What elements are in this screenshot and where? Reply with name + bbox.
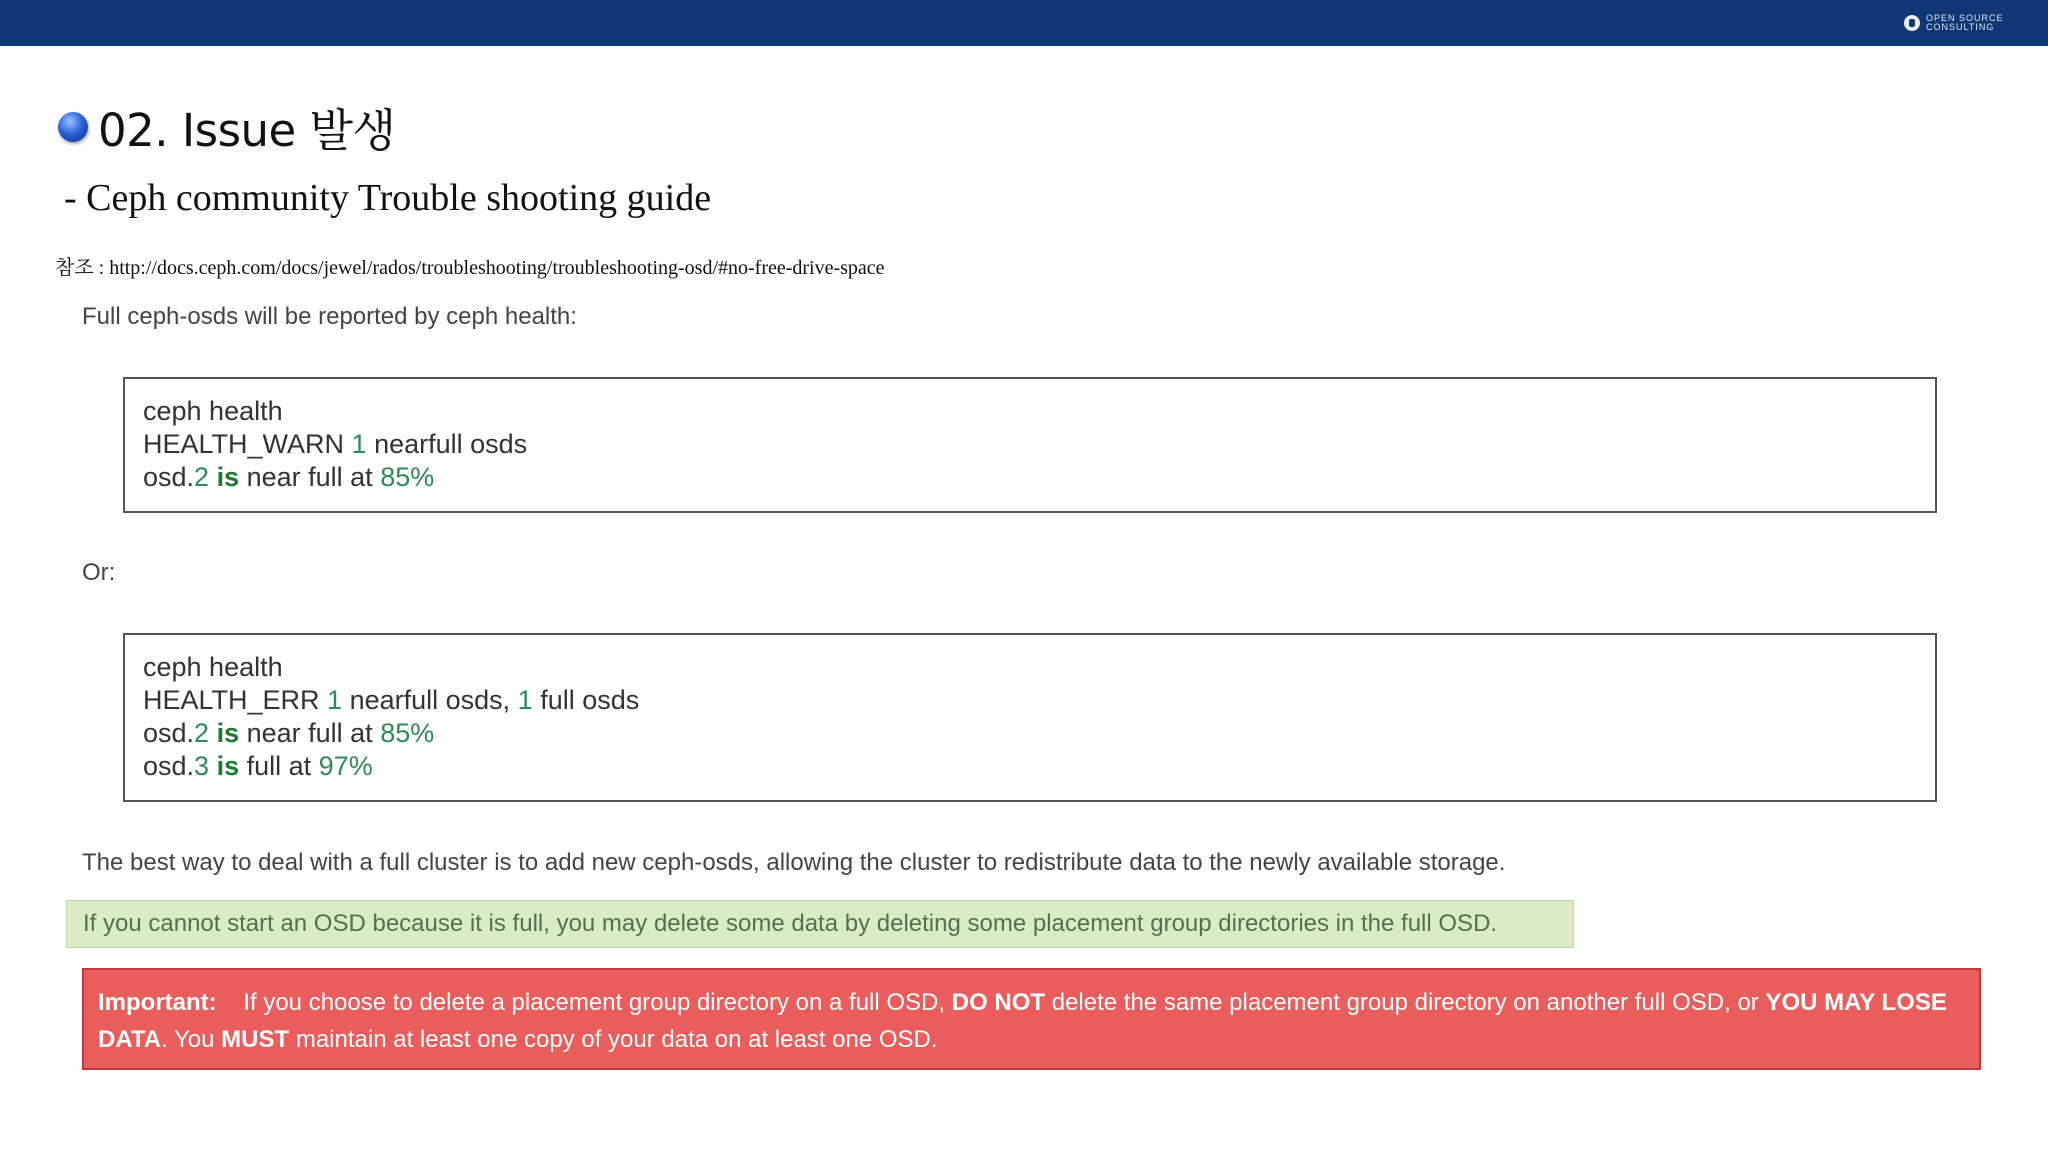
logo-text: OPEN SOURCE CONSULTING — [1926, 13, 2004, 32]
logo-icon — [1904, 15, 1920, 31]
page-title — [58, 94, 395, 159]
or-label: Or: — [82, 559, 116, 586]
code-line: ceph health — [143, 396, 283, 426]
code-line: osd.2 is near full at 85% — [143, 718, 435, 748]
subtitle: - Ceph community Trouble shooting guide — [64, 177, 712, 219]
code-block-1 — [123, 377, 1937, 513]
code-block-2 — [123, 633, 1937, 802]
code-line: HEALTH_WARN 1 nearfull osds — [143, 429, 528, 459]
code-line: ceph health — [143, 652, 283, 682]
company-logo — [1904, 12, 2006, 34]
info-note-text: If you cannot start an OSD because it is full, you may delete some data by deleting some placement group directories in the full OSD. — [83, 910, 1498, 937]
important-label: Important: — [98, 989, 217, 1016]
code-line: osd.2 is near full at 85% — [143, 462, 435, 492]
code-line: HEALTH_ERR 1 nearfull osds, 1 full osds — [143, 685, 640, 715]
intro-text: Full ceph-osds will be reported by ceph health: — [82, 303, 577, 330]
code-line: osd.3 is full at 97% — [143, 751, 373, 781]
best-way-text: The best way to deal with a full cluster is to add new ceph-osds, allowing the cluster to redistribute data to the newly available storage. — [82, 849, 1506, 876]
important-warning: Important: If you choose to delete a placement group directory on a full OSD, DO NOT delete the same placement group directory on another full OSD, or YOU MAY LOSE DATA. You MUST maintain at least one copy of your data on at least one OSD. — [82, 968, 1981, 1070]
info-note — [66, 900, 1574, 948]
reference-link: 참조 : http://docs.ceph.com/docs/jewel/rados/troubleshooting/troubleshooting-osd/#no-free-drive-space — [55, 257, 885, 279]
title-text: 02. Issue 발생 — [98, 104, 396, 157]
top-bar — [0, 0, 2048, 46]
blue-bullet-icon — [58, 112, 88, 142]
